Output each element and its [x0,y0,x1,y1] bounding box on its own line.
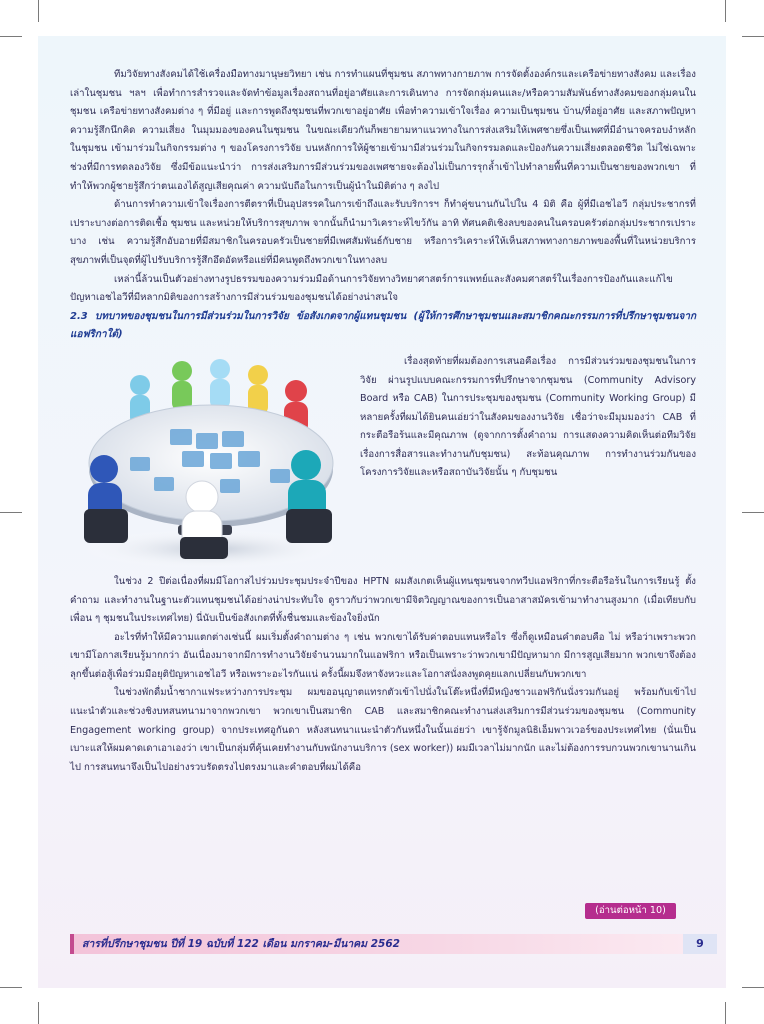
meeting-table-illustration [70,349,352,573]
crop-mark-bottom-right-h [742,987,764,988]
crop-mark-top-left-h [0,36,22,37]
crop-mark-mid-left [0,512,22,513]
crop-mark-top-right-v [725,0,726,22]
section-heading: 2.3 บทบาทของชุมชนในการมีส่วนร่วมในการวิจัย ข้อสังเกตจากผู้แทนชุมชน (ผู้ให้การศึกษาชุมชนและสมาชิกคณะกรรมการที่ปรึกษาชุมชนจากแอฟริกาใต้) [70,310,696,341]
paragraph-6: อะไรที่ทำให้มีความแตกต่างเช่นนี้ ผมเริ่มตั้งคำถามต่าง ๆ เช่น พวกเขาได้รับค่าตอบแทนหรือไร ซึ่งก็ดูเหมือนคำตอบคือ ไม่ หรือว่าเพราะพวกเขามีโอกาสเรียนรู้มากกว่า อันเนื่องมาจากมีการทำงานวิจัยจำนวนมากในแอฟริกา หรือเป็นเพราะว่าพวกเขามีปัญหามาก มีการสูญเสียมาก พวกเขาจึงต้องลุกขึ้นต่อสู้เพื่อร่วมมือยุติปัญหาเอชไอวี หรือเพราะอะไรกันแน่ ครั้งนี้ผมจึงหาจังหวะและโอกาสนั่งลงพูดคุยแลกเปลี่ยนกับพวกเขา [70,631,696,680]
crop-mark-top-left-v [38,0,39,22]
crop-mark-bottom-right-v [725,1002,726,1024]
crop-mark-mid-right [742,512,764,513]
paragraph-4: เรื่องสุดท้ายที่ผมต้องการเสนอคือเรื่อง การมีส่วนร่วมของชุมชนในการวิจัย ผ่านรูปแบบคณะกรรมการที่ปรึกษาจากชุมชน (Community Advisory Board หรือ CAB) ในการประชุมของชุมชน (Community Working Group) มีหลายครั้งที่ผมได้ยินคนเอ่ยว่าในสังคมของงานวิจัย เชื่อว่าจะมีมุมมองว่า CAB ที่กระตือรือร้นและมีคุณภาพ (ดูจากการตั้งคำถาม การแสดงความคิดเห็นต่อทีมวิจัยเรื่องการสื่อสารและทำงานกับชุมชน) สะท้อนคุณภาพ การทำงานร่วมกันของโครงการวิจัยและหรือสถาบันวิจัยนั้น ๆ กับชุมชน [360,355,696,479]
paragraph-7: ในช่วงพักดื่มน้ำชากาแฟระหว่างการประชุม ผมขออนุญาตแทรกตัวเข้าไปนั่งในโต๊ะหนึ่งที่มีหญิงชาวแอฟริกันนั่งรวมกันอยู่ พร้อมกับเข้าไปแนะนำตัวและช่วงชิงบทสนทนามาจากพวกเขา พวกเขาเป็นสมาชิก CAB และสมาชิกคณะทำงานส่งเสริมการมีส่วนร่วมของชุมชน (Community Engagement working group) จากประเทศอูกันดา หลังสนทนาแนะนำตัวกันหนึ่งในนั้นเอ่ยว่า เขารู้จักมูลนิธิเอ็มพาวเวอร์ของประเทศไทย (นั่นเป็นเบาะแสให้ผมคาดเดาเอาเองว่า เขาเป็นกลุ่มที่คุ้นเคยทำงานกับพนักงานบริการ (sex worker)) ผมมีเวลาไม่มากนัก และไม่ต้องการรบกวนพวกเขานานเกินไป การสนทนาจึงเป็นไปอย่างรวบรัดตรงไปตรงมาและคำตอบที่ผมได้คือ [70,687,696,773]
footer-publication: สารที่ปรึกษาชุมชน ปีที่ 19 ฉบับที่ 122 เดือน มกราคม-มีนาคม 2562 [82,938,400,950]
figure-back-3 [210,359,230,409]
continue-badge: (อ่านต่อหน้า 10) [585,903,676,919]
figure-back-2 [172,361,192,411]
crop-mark-bottom-left-v [38,1002,39,1024]
paragraph-2: ด้านการทำความเข้าใจเรื่องการตีตราที่เป็นอุปสรรคในการเข้าถึงและรับบริการฯ ก็ทำคู่ขนานกันไปใน 4 มิติ คือ ผู้ที่มีเอชไอวี กลุ่มประชากรที่เปราะบางต่อการติดเชื้อ ชุมชน และหน่วยให้บริการสุขภาพ จากนั้นก็นำมาวิเคราะห์ไขว้กัน อาทิ ทัศนคติเชิงลบของคนในครอบครัวต่อกลุ่มประชากรเปราะบาง เช่น ความรู้สึกอับอายที่มีสมาชิกในครอบครัวเป็นชายที่มีเพศสัมพันธ์กับชาย หรือการวิเคราะห์ให้เห็นสภาพทางกายภาพของพื้นที่ในหน่วยบริการสุขภาพที่เป็นจุดที่ผู้ไปรับบริการรู้สึกอึดอัดหรือแย่ที่มีคนพูดถึงพวกเขาในทางลบ [70,199,696,266]
image-text-block [70,349,696,573]
crop-mark-bottom-left-h [0,987,22,988]
page-number: 9 [683,934,717,954]
paragraph-1: ทีมวิจัยทางสังคมได้ใช้เครื่องมือทางมานุษยวิทยา เช่น การทำแผนที่ชุมชน สภาพทางกายภาพ การจัดตั้งองค์กรและเครือข่ายทางสังคม และเรื่องเล่าในชุมชน ฯลฯ เพื่อทำการสำรวจและจัดทำข้อมูลเรื่องสถานที่อยู่อาศัยและการเดินทาง การจัดกลุ่มคนและ/หรือความสัมพันธ์ทางสังคมของกลุ่มคนในชุมชน เครือข่ายทางสังคมต่าง ๆ ที่มีอยู่ และการพูดถึงชุมชนที่พวกเขาอยู่อาศัย เพื่อทำความเข้าใจเรื่อง ความเป็นชุมชน บ้าน/ที่อยู่อาศัย และสภาพปัญหา ความรู้สึกนึกคิด ความเสี่ยง ในมุมมองของคนในชุมชน ในขณะเดียวกันก็พยายามหาแนวทางในการส่งเสริมให้เพศชายซึ่งเป็นเพศที่มีอำนาจครอบงำหลักในชุมชน เข้ามาร่วมในกิจกรรมต่าง ๆ ของโครงการวิจัย บนหลักการให้ผู้ชายเข้ามามีส่วนร่วมในกิจกรรมลดและป้องกันความเสี่ยงตลอดชีวิต ไม่ใช่เฉพาะช่วงที่มีการทดลองวิจัย ซึ่งมีข้อแนะนำว่า การส่งเสริมการมีส่วนร่วมของเพศชายจะต้องไม่เป็นการรุกล้ำเข้าไปทำลายพื้นที่ความเป็นชายของพวกเขา ที่ทำให้พวกผู้ชายรู้สึกว่าตนเองได้สูญเสียคุณค่า ความนับถือในการเป็นผู้นำในมิติต่าง ๆ ลงไป [70,69,696,192]
paragraph-3: เหล่านี้ล้วนเป็นตัวอย่างทางรูปธรรมของความร่วมมือด้านการวิจัยทางวิทยาศาสตร์การแพทย์และสังคมศาสตร์ในเรื่องการป้องกันและแก้ไขปัญหาเอชไอวีที่มีหลากมิติของการสร้างการมีส่วนร่วมของชุมชนได้อย่างน่าสนใจ [70,273,673,304]
figure-back-4 [248,365,268,415]
float-text-column [360,353,696,483]
paragraph-5: ในช่วง 2 ปีต่อเนื่องที่ผมมีโอกาสไปร่วมประชุมประจำปีของ HPTN ผมสังเกตเห็นผู้แทนชุมชนจากทวีปแอฟริกาที่กระตือรือร้นในการเรียนรู้ ตั้งคำถาม และทำงานในฐานะตัวแทนชุมชนได้อย่างน่าประทับใจ ดูราวกับว่าพวกเขามีจิตวิญญาณของการเป็นอาสาสมัครเข้ามาทำงานสูงมาก (เมื่อเทียบกับเพื่อน ๆ ชุมชนในประเทศไทย) นี่นับเป็นข้อสังเกตที่ทั้งชื่นชมและข้องใจยิ่งนัก [70,575,696,625]
footer-band [70,934,684,954]
crop-mark-top-right-h [742,36,764,37]
article-body [70,66,696,777]
